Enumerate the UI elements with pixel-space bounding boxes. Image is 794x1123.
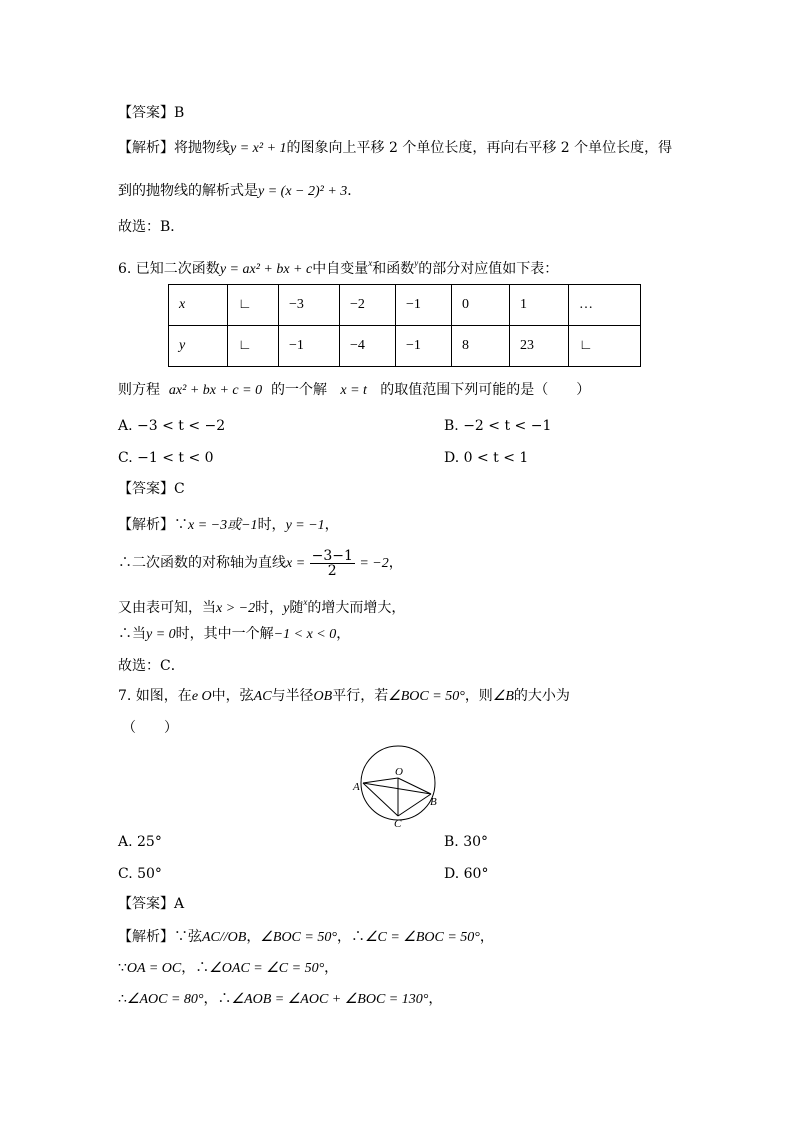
q6-analysis-line2: ∴二次函数的对称轴为直线x = $\frac{-3-1}{2}$ = −2， — [118, 547, 403, 579]
q6-conclusion: 故选：C． — [118, 658, 185, 674]
q6-analysis-line1: 【解析】∵x = −3或−1时，y = −1， — [118, 517, 339, 533]
q5-eq2: y = (x − 2)² + 3 — [258, 184, 348, 199]
table-cell: −1 — [396, 285, 452, 326]
label-a: A — [353, 781, 360, 793]
q7-option-c: C. 50° — [118, 866, 162, 882]
table-cell: −4 — [340, 326, 396, 367]
q7-analysis-line2: ∵OA = OC，∴∠OAC = ∠C = 50°， — [118, 960, 339, 976]
table-cell: x — [169, 285, 228, 326]
label-o: O — [395, 766, 403, 778]
q7-option-d: D. 60° — [444, 866, 489, 882]
radius-oa — [363, 778, 398, 783]
q5-analysis-line1: 【解析】将抛物线y = x² + 1的图象向上平移 2 个单位长度，再向右平移 2 个单位长度，得 — [118, 140, 673, 156]
table-cell: −1 — [396, 326, 452, 367]
table-cell: y — [169, 326, 228, 367]
table-cell: 0 — [452, 285, 510, 326]
table-cell: −2 — [340, 285, 396, 326]
q5-conclusion: 故选：B． — [118, 219, 185, 235]
q6-option-c: C. −1 < t < 0 — [118, 450, 214, 466]
q6-analysis-line4: ∴当y = 0时，其中一个解−1 < x < 0， — [118, 626, 351, 642]
q5-answer: 【答案】B — [118, 105, 185, 121]
table-cell: −3 — [279, 285, 340, 326]
q6-func: y = ax² + bx + c — [219, 262, 313, 277]
table-cell: −1 — [279, 326, 340, 367]
q7-blank: （ ） — [122, 720, 178, 736]
q6-root: x = t — [340, 383, 367, 398]
q7-circle-figure — [348, 740, 448, 830]
table-cell: 8 — [452, 326, 510, 367]
q6-answer: 【答案】C — [118, 481, 185, 497]
table-cell: ∟ — [228, 285, 279, 326]
q6-question: 则方程 ax² + bx + c = 0 的一个解 x = t 的取值范围下列可能的是（ ） — [118, 382, 591, 398]
table-row-x — [169, 285, 641, 326]
chord-bc — [398, 794, 431, 816]
q7-option-a: A. 25° — [118, 834, 162, 850]
table-cell: 1 — [510, 285, 569, 326]
q6-option-b: B. −2 < t < −1 — [444, 418, 552, 434]
q7-answer: 【答案】A — [118, 896, 185, 912]
q6-analysis-line3: 又由表可知，当x > −2时，y随$^x$的增大而增大， — [118, 597, 406, 616]
q6-option-d: D. 0 < t < 1 — [444, 450, 529, 466]
table-cell: … — [569, 285, 641, 326]
q6-equation: ax² + bx + c = 0 — [168, 383, 263, 398]
table-row-y — [169, 326, 641, 367]
q5-eq1: y = x² + 1 — [230, 141, 287, 156]
q6-stem: 6. 已知二次函数y = ax² + bx + c中自变量$^x$和函数$^y$的部分对应值如下表： — [118, 258, 559, 277]
q6-value-table — [168, 284, 641, 367]
q6-fraction: $\frac{-3-1}{2}$ — [311, 547, 353, 579]
label-b: B — [430, 796, 437, 808]
q7-stem: 7. 如图，在e O中，弦AC与半径OB平行，若∠BOC = 50°，则∠B的大小为 — [118, 688, 570, 704]
q6-option-a: A. −3 < t < −2 — [118, 418, 226, 434]
label-c: C — [394, 818, 402, 830]
table-cell: 23 — [510, 326, 569, 367]
q7-analysis-line1: 【解析】∵弦AC//OB，∠BOC = 50°，∴∠C = ∠BOC = 50°， — [118, 929, 494, 945]
q7-option-b: B. 30° — [444, 834, 489, 850]
table-cell: ∟ — [228, 326, 279, 367]
table-cell: ∟ — [569, 326, 641, 367]
q7-analysis-line3: ∴∠AOC = 80°，∴∠AOB = ∠AOC + ∠BOC = 130°， — [118, 991, 443, 1007]
q5-analysis-line2: 到的抛物线的解析式是y = (x − 2)² + 3． — [118, 183, 362, 199]
